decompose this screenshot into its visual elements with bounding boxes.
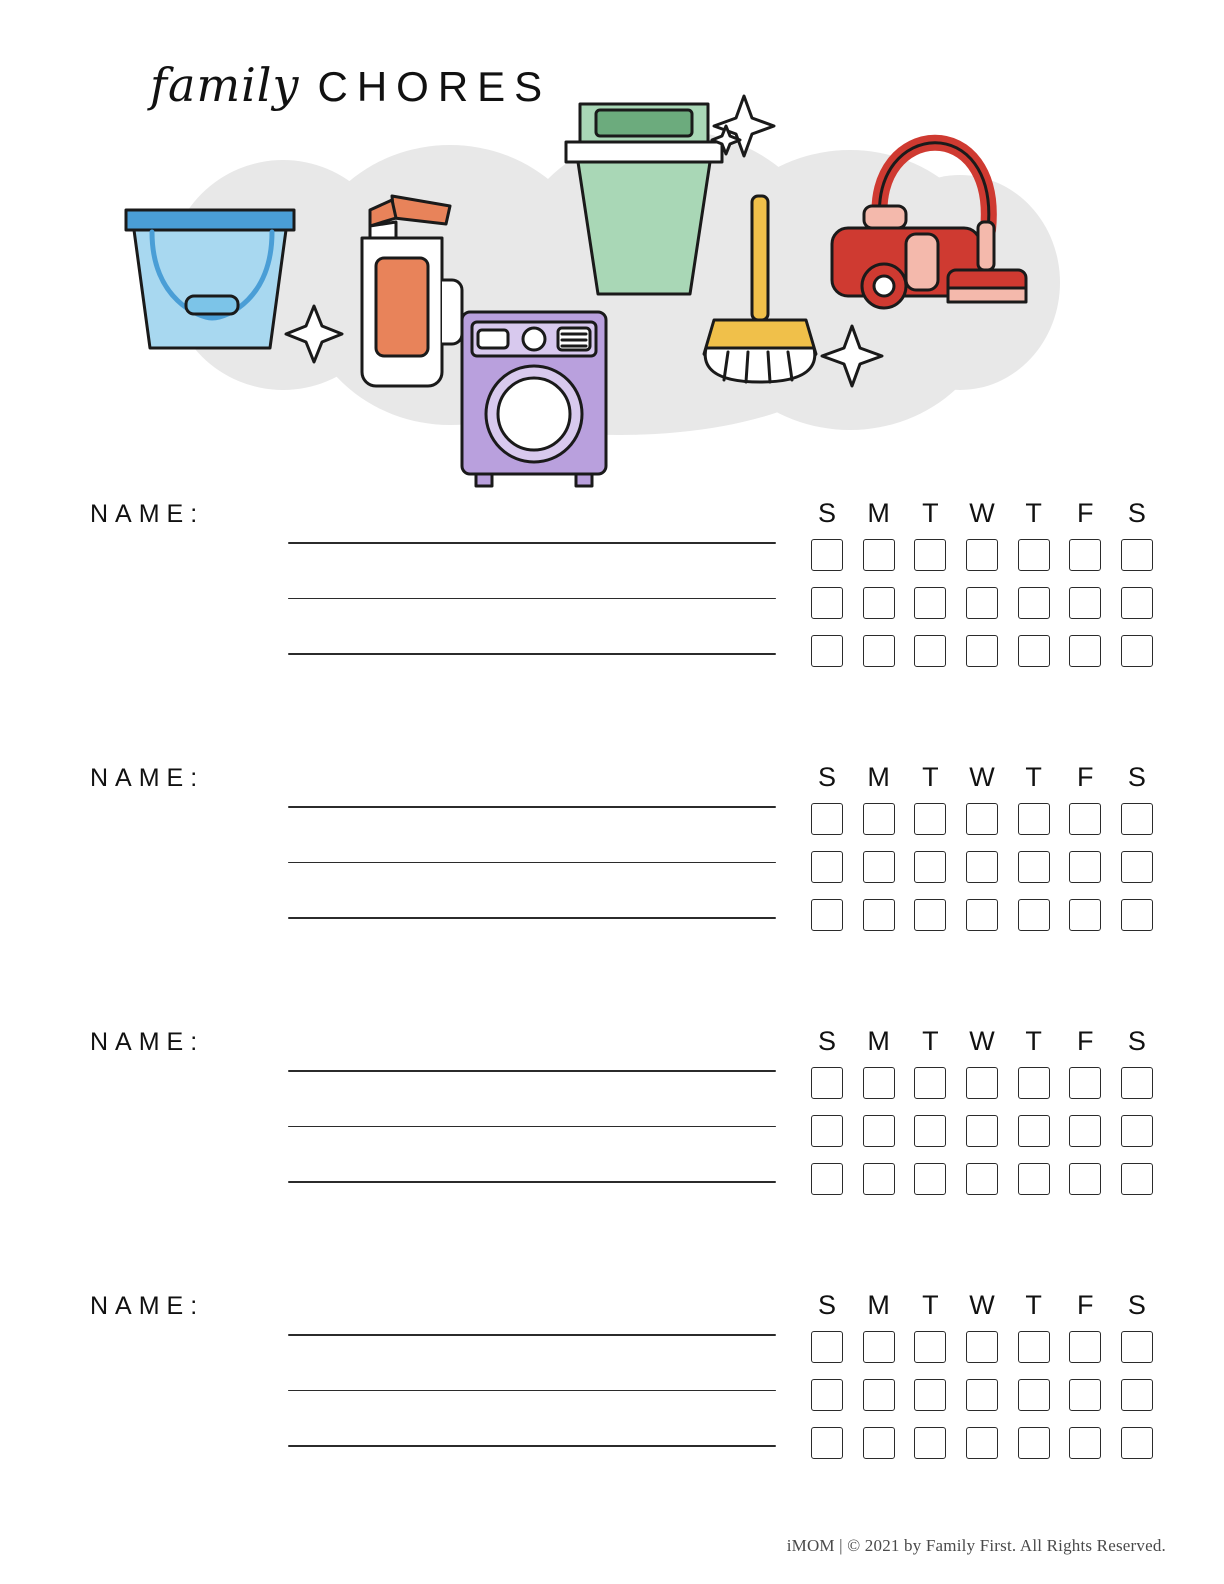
checkbox[interactable] [811,539,843,571]
day-header [806,1290,1158,1321]
checkbox[interactable] [914,587,946,619]
chore-line[interactable] [288,917,776,919]
person-block [0,1008,1224,1272]
day-label-mon: M [867,1290,890,1320]
checkbox[interactable] [1018,1331,1050,1363]
vacuum-icon [832,143,1026,308]
chore-line[interactable] [288,1070,776,1072]
day-label-thu: T [1025,1026,1042,1056]
checkbox[interactable] [1069,539,1101,571]
title-block: CHORES [317,63,552,110]
day-label-thu: T [1025,762,1042,792]
checkbox[interactable] [1018,635,1050,667]
checkbox[interactable] [966,1163,998,1195]
person-block [0,744,1224,1008]
checkbox[interactable] [811,851,843,883]
checkbox-row [806,1163,1158,1195]
chore-line[interactable] [288,598,776,600]
checkbox[interactable] [1069,1379,1101,1411]
week-grid [806,1290,1158,1475]
day-label-tue: T [922,1026,939,1056]
name-label: NAME: [90,764,205,792]
day-label-wed: W [969,1026,995,1056]
checkbox[interactable] [811,1331,843,1363]
checkbox[interactable] [914,1163,946,1195]
day-label-sat: S [1127,1026,1146,1056]
checkbox[interactable] [811,1163,843,1195]
checkbox[interactable] [914,1379,946,1411]
checkbox[interactable] [1018,1115,1050,1147]
checkbox[interactable] [811,1067,843,1099]
name-write-lines [288,806,776,973]
checkbox[interactable] [1121,1115,1153,1147]
checkbox[interactable] [1069,851,1101,883]
day-header [806,762,1158,793]
checkbox[interactable] [811,1427,843,1459]
checkbox[interactable] [1069,1115,1101,1147]
checkbox[interactable] [1018,803,1050,835]
name-label: NAME: [90,500,205,528]
checkbox[interactable] [863,803,895,835]
checkbox[interactable] [914,1331,946,1363]
checkbox[interactable] [1069,1331,1101,1363]
checkbox[interactable] [863,1331,895,1363]
checkbox[interactable] [863,1427,895,1459]
checkbox[interactable] [914,539,946,571]
week-grid [806,1026,1158,1211]
chore-line[interactable] [288,862,776,864]
checkbox[interactable] [966,1115,998,1147]
day-label-fri: F [1077,498,1094,528]
checkbox[interactable] [914,803,946,835]
checkbox-row [806,899,1158,931]
checkbox[interactable] [914,1115,946,1147]
checkbox[interactable] [1121,1331,1153,1363]
day-header [806,498,1158,529]
checkbox[interactable] [966,635,998,667]
name-label: NAME: [90,1028,205,1056]
checkbox[interactable] [966,1331,998,1363]
checkbox[interactable] [1121,899,1153,931]
checkbox[interactable] [1069,587,1101,619]
chore-line[interactable] [288,1126,776,1128]
checkbox[interactable] [966,803,998,835]
checkbox-row [806,1067,1158,1099]
checkbox[interactable] [1069,899,1101,931]
day-label-sun: S [817,498,836,528]
checkbox[interactable] [966,899,998,931]
checkbox[interactable] [1121,635,1153,667]
day-label-wed: W [969,762,995,792]
checkbox[interactable] [1121,1067,1153,1099]
checkbox[interactable] [811,587,843,619]
bucket-icon [126,210,294,348]
chore-line[interactable] [288,1445,776,1447]
day-label-sun: S [817,1290,836,1320]
checkbox[interactable] [811,1115,843,1147]
day-label-mon: M [867,762,890,792]
checkbox[interactable] [966,1427,998,1459]
checkbox[interactable] [1121,587,1153,619]
checkbox[interactable] [863,1379,895,1411]
header [0,0,1224,490]
checkbox[interactable] [966,539,998,571]
checkbox[interactable] [1018,899,1050,931]
chore-line[interactable] [288,1334,776,1336]
checkbox-row [806,1427,1158,1459]
name-write-lines [288,542,776,709]
chore-line[interactable] [288,653,776,655]
day-label-tue: T [922,1290,939,1320]
name-write-lines [288,1070,776,1237]
checkbox[interactable] [1069,803,1101,835]
footer-copyright: iMOM | © 2021 by Family First. All Rights Reserved. [786,1536,1166,1555]
day-label-fri: F [1077,762,1094,792]
day-label-fri: F [1077,1290,1094,1320]
checkbox[interactable] [1069,1067,1101,1099]
checkbox[interactable] [863,1067,895,1099]
checkbox[interactable] [863,851,895,883]
day-header [806,1026,1158,1057]
trash-bin-icon [566,104,722,294]
checkbox-row [806,539,1158,571]
chore-rows [0,480,1224,1536]
checkbox-row [806,1331,1158,1363]
day-label-mon: M [867,1026,890,1056]
checkbox[interactable] [863,1163,895,1195]
checkbox[interactable] [863,635,895,667]
day-label-thu: T [1025,498,1042,528]
name-label: NAME: [90,1292,205,1320]
checkbox[interactable] [1018,539,1050,571]
sparkle-icon [286,306,342,362]
checkbox[interactable] [1069,635,1101,667]
day-label-sun: S [817,762,836,792]
day-label-sat: S [1127,498,1146,528]
checkbox-row [806,1115,1158,1147]
checkbox[interactable] [863,899,895,931]
title-script: family [150,58,300,112]
checkbox[interactable] [914,899,946,931]
checkbox[interactable] [1018,587,1050,619]
day-label-sat: S [1127,1290,1146,1320]
washing-machine-icon [462,312,606,486]
checkbox[interactable] [1121,1163,1153,1195]
day-label-wed: W [969,498,995,528]
day-label-sat: S [1127,762,1146,792]
checkbox-row [806,851,1158,883]
checkbox[interactable] [914,635,946,667]
person-block [0,1272,1224,1536]
day-label-thu: T [1025,1290,1042,1320]
day-label-tue: T [922,498,939,528]
checkbox[interactable] [1121,851,1153,883]
checkbox[interactable] [966,851,998,883]
broom-icon [704,196,816,382]
day-label-wed: W [969,1290,995,1320]
checkbox-row [806,635,1158,667]
checkbox[interactable] [811,803,843,835]
checkbox[interactable] [1018,851,1050,883]
checkbox[interactable] [966,1379,998,1411]
spray-bottle-icon [362,196,462,386]
checkbox-row [806,587,1158,619]
checkbox-row [806,1379,1158,1411]
checkbox[interactable] [863,587,895,619]
checkbox[interactable] [811,1379,843,1411]
checkbox[interactable] [1121,1379,1153,1411]
week-grid [806,498,1158,683]
checkbox[interactable] [1121,1427,1153,1459]
chores-illustration [0,0,1224,490]
chore-line[interactable] [288,542,776,544]
day-label-fri: F [1077,1026,1094,1056]
checkbox[interactable] [966,587,998,619]
checkbox-row [806,803,1158,835]
checkbox[interactable] [1069,1427,1101,1459]
checkbox[interactable] [1121,539,1153,571]
checkbox[interactable] [966,1067,998,1099]
chore-line[interactable] [288,1390,776,1392]
chore-line[interactable] [288,1181,776,1183]
checkbox[interactable] [1069,1163,1101,1195]
checkbox[interactable] [1018,1379,1050,1411]
day-label-sun: S [817,1026,836,1056]
checkbox[interactable] [914,1427,946,1459]
chore-line[interactable] [288,806,776,808]
checkbox[interactable] [914,851,946,883]
checkbox[interactable] [811,635,843,667]
day-label-mon: M [867,498,890,528]
sparkle-icon [822,326,882,386]
checkbox[interactable] [863,539,895,571]
checkbox[interactable] [1018,1163,1050,1195]
checkbox[interactable] [1018,1067,1050,1099]
checkbox[interactable] [1018,1427,1050,1459]
checkbox[interactable] [1121,803,1153,835]
checkbox[interactable] [863,1115,895,1147]
checkbox[interactable] [914,1067,946,1099]
day-label-tue: T [922,762,939,792]
checkbox[interactable] [811,899,843,931]
person-block [0,480,1224,744]
week-grid [806,762,1158,947]
name-write-lines [288,1334,776,1501]
